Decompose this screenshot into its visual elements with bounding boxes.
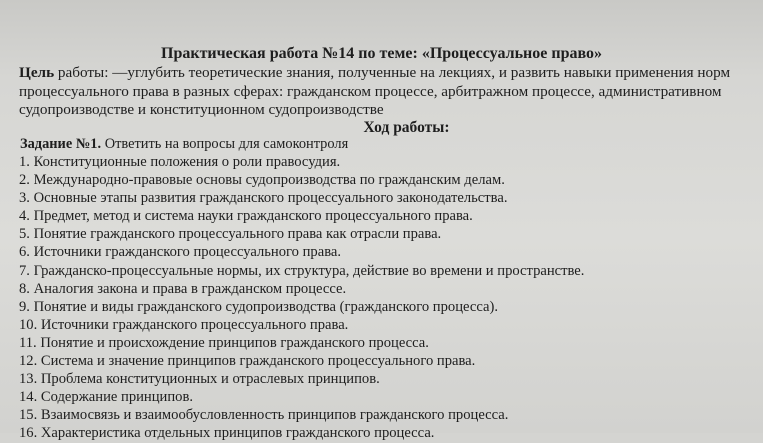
question-item: 5. Понятие гражданского процессуального права как отрасли права. bbox=[19, 226, 442, 243]
question-item: 12. Система и значение принципов гражданского процессуального права. bbox=[19, 353, 476, 370]
goal-label: Цель bbox=[19, 64, 55, 81]
question-item: 2. Международно-правовые основы судопроизводства по гражданским делам. bbox=[19, 172, 505, 189]
question-item: 10. Источники гражданского процессуального права. bbox=[19, 316, 349, 333]
question-item: 15. Взаимосвязь и взаимообусловленность принципов гражданского процесса. bbox=[19, 407, 509, 424]
question-item: 9. Понятие и виды гражданского судопроизводства (гражданского процесса). bbox=[19, 298, 498, 315]
goal-paragraph bbox=[19, 64, 759, 120]
question-item: 11. Понятие и происхождение принципов гражданского процесса. bbox=[19, 334, 429, 351]
question-item: 1. Конституционные положения о роли правосудия. bbox=[19, 154, 341, 170]
question-list bbox=[19, 153, 584, 443]
question-item: 16. Характеристика отдельных принципов гражданского процесса. bbox=[19, 425, 435, 442]
progress-heading: Ход работы: bbox=[363, 119, 450, 136]
goal-text-1: работы: —углубить теоретические знания, полученные на лекциях, и развить навыки применения норм bbox=[57, 64, 731, 81]
question-item: 7. Гражданско-процессуальные нормы, их структура, действие во времени и пространстве. bbox=[19, 262, 585, 279]
question-item: 13. Проблема конституционных и отраслевых принципов. bbox=[19, 371, 380, 388]
question-item: 6. Источники гражданского процессуального права. bbox=[19, 244, 342, 261]
task-heading bbox=[20, 136, 348, 153]
goal-line-3: судопроизводстве и конституционном судопроизводстве bbox=[19, 101, 384, 118]
goal-line-1 bbox=[19, 64, 759, 83]
question-item: 8. Аналогия закона и права в гражданском процессе. bbox=[19, 280, 347, 297]
goal-line-2: процессуального права в разных сферах: гражданском процессе, арбитражном процессе, административном bbox=[19, 82, 722, 100]
question-item: 4. Предмет, метод и система науки гражданского процессуального права. bbox=[19, 208, 473, 225]
task-text: Ответить на вопросы для самоконтроля bbox=[101, 136, 349, 152]
question-item: 14. Содержание принципов. bbox=[19, 389, 193, 406]
question-item: 3. Основные этапы развития гражданского процессуального законодательства. bbox=[19, 190, 508, 207]
task-label: Задание №1. bbox=[20, 136, 102, 152]
document-title: Практическая работа №14 по теме: «Процессуальное право» bbox=[161, 45, 602, 62]
